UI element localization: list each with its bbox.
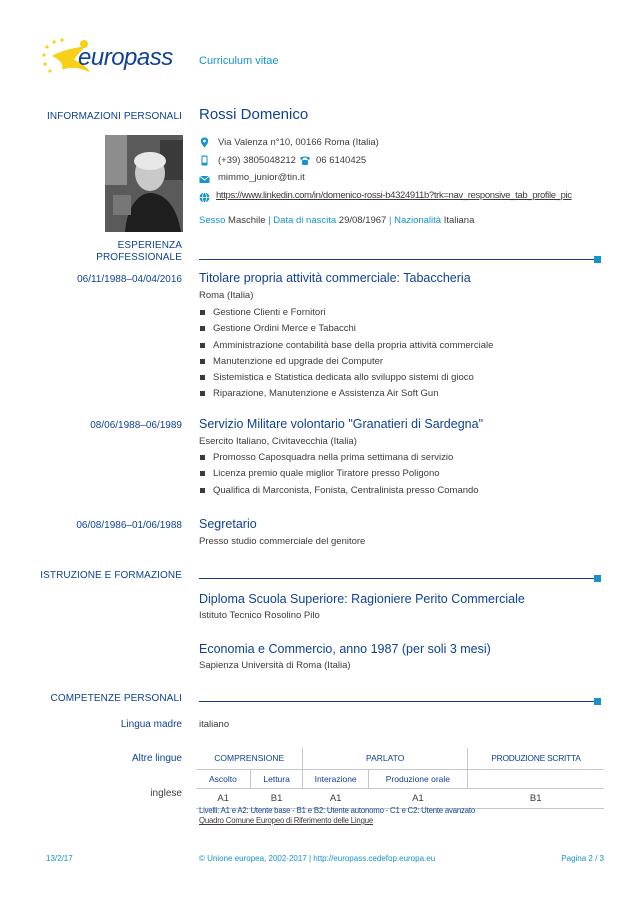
section-divider (199, 701, 595, 702)
footer-page-number: Pagina 2 / 3 (561, 854, 604, 863)
list-item: Licenza premio quale miglior Tiratore presso Poligono (199, 466, 479, 482)
mother-tongue-label: Lingua madre (120, 719, 182, 730)
education-place: Istituto Tecnico Rosolino Pilo (199, 610, 320, 621)
job-date: 08/06/1988–06/1989 (90, 420, 182, 431)
phone-landline: 06 6140425 (316, 155, 367, 166)
globe-icon (199, 192, 210, 203)
list-item: Manutenzione ed upgrade dei Computer (199, 354, 493, 370)
email-text[interactable]: mimmo_junior@tin.it (218, 172, 305, 183)
birth-label: Data di nascita (273, 215, 337, 226)
job-place: Esercito Italiano, Civitavecchia (Italia) (199, 436, 357, 447)
nationality-label: Nazionalità (394, 215, 442, 226)
telephone-icon (299, 155, 311, 166)
section-label-line: PROFESSIONALE (96, 252, 182, 263)
nationality-value: Italiana (443, 215, 475, 226)
table-cell: B1 (250, 788, 303, 808)
table-cell: A1 (196, 788, 250, 808)
education-title: Economia e Commercio, anno 1987 (per soli 3 mesi) (199, 642, 491, 656)
job-title: Titolare propria attività commerciale: Tabaccheria (199, 271, 471, 285)
birth-value: 29/08/1967 (338, 215, 387, 226)
footer-copyright[interactable]: © Unione europea, 2002-2017 | http://europass.cedefop.europa.eu (199, 854, 436, 863)
job-place: Roma (Italia) (199, 290, 254, 301)
education-title: Diploma Scuola Superiore: Ragioniere Perito Commerciale (199, 592, 525, 606)
table-header: COMPRENSIONE (196, 748, 303, 769)
person-silhouette-icon (105, 135, 183, 232)
table-subheader: Ascolto (196, 769, 250, 788)
section-divider (199, 259, 595, 260)
mother-tongue-value: italiano (199, 719, 230, 730)
separator: | (388, 215, 392, 226)
section-label-experience (96, 240, 182, 264)
table-subheader-empty (467, 769, 604, 788)
cefr-link[interactable]: Quadro Comune Europeo di Riferimento delle Lingue (199, 816, 373, 825)
section-label-skills: COMPETENZE PERSONALI (50, 693, 182, 704)
other-languages-label: Altre lingue (131, 753, 182, 764)
table-subheader: Produzione orale (368, 769, 467, 788)
levels-note: Livelli: A1 e A2: Utente base - B1 e B2: Utente autonomo - C1 e C2: Utente avanzato (199, 806, 475, 815)
job-date: 06/08/1986–01/06/1988 (76, 520, 182, 531)
separator: | (268, 215, 271, 226)
section-label-line: ESPERIENZA (117, 240, 182, 251)
europass-logo (40, 36, 190, 78)
table-subheader: Lettura (250, 769, 303, 788)
table-cell: B1 (467, 788, 604, 808)
website-link[interactable]: https://www.linkedin.com/in/domenico-rossi-b4324911b?trk=nav_responsive_tab_profile_pic (216, 190, 572, 201)
logo-text: europass (78, 44, 173, 71)
section-label-education: ISTRUZIONE E FORMAZIONE (40, 570, 182, 581)
table-cell: A1 (303, 788, 368, 808)
person-name: Rossi Domenico (199, 106, 309, 123)
address-text: Via Valenza n°10, 00166 Roma (Italia) (218, 137, 379, 148)
table-header: PARLATO (303, 748, 468, 769)
table-cell: A1 (368, 788, 467, 808)
sex-label: Sesso (199, 215, 226, 226)
phone-mobile: (+39) 3805048212 (218, 155, 296, 166)
job-place: Presso studio commerciale del genitore (199, 536, 366, 547)
education-place: Sapienza Università di Roma (Italia) (199, 660, 351, 671)
email-envelope-icon (199, 174, 210, 185)
section-divider (199, 578, 595, 579)
language-table (196, 748, 604, 809)
personal-details-line (199, 215, 474, 226)
job-bullet-list (199, 450, 479, 499)
language-name: inglese (150, 788, 182, 799)
list-item: Sistemistica e Statistica dedicata allo sviluppo sistemi di gioco (199, 370, 493, 386)
section-label-personal: INFORMAZIONI PERSONALI (47, 111, 182, 122)
list-item: Gestione Ordini Merce e Tabacchi (199, 321, 493, 337)
list-item: Qualifica di Marconista, Fonista, Centralinista presso Comando (199, 483, 479, 499)
footer-date: 13/2/17 (46, 854, 73, 863)
job-title: Segretario (199, 517, 257, 531)
list-item: Riparazione, Manutenzione e Assistenza Air Soft Gun (199, 386, 493, 402)
list-item: Promosso Caposquadra nella prima settimana di servizio (199, 450, 479, 466)
table-header: PRODUZIONE SCRITTA (467, 748, 604, 769)
job-date: 06/11/1988–04/04/2016 (77, 274, 182, 285)
list-item: Gestione Clienti e Fornitori (199, 305, 493, 321)
sex-value: Maschile (228, 215, 266, 226)
job-title: Servizio Militare volontario "Granatieri di Sardegna" (199, 417, 484, 431)
location-pin-icon (199, 137, 210, 148)
profile-photo (105, 135, 183, 232)
mobile-phone-icon (199, 155, 210, 166)
list-item: Amministrazione contabilità base della propria attività commerciale (199, 338, 493, 354)
document-title: Curriculum vitae (199, 55, 279, 67)
job-bullet-list (199, 305, 493, 403)
table-subheader: Interazione (303, 769, 368, 788)
